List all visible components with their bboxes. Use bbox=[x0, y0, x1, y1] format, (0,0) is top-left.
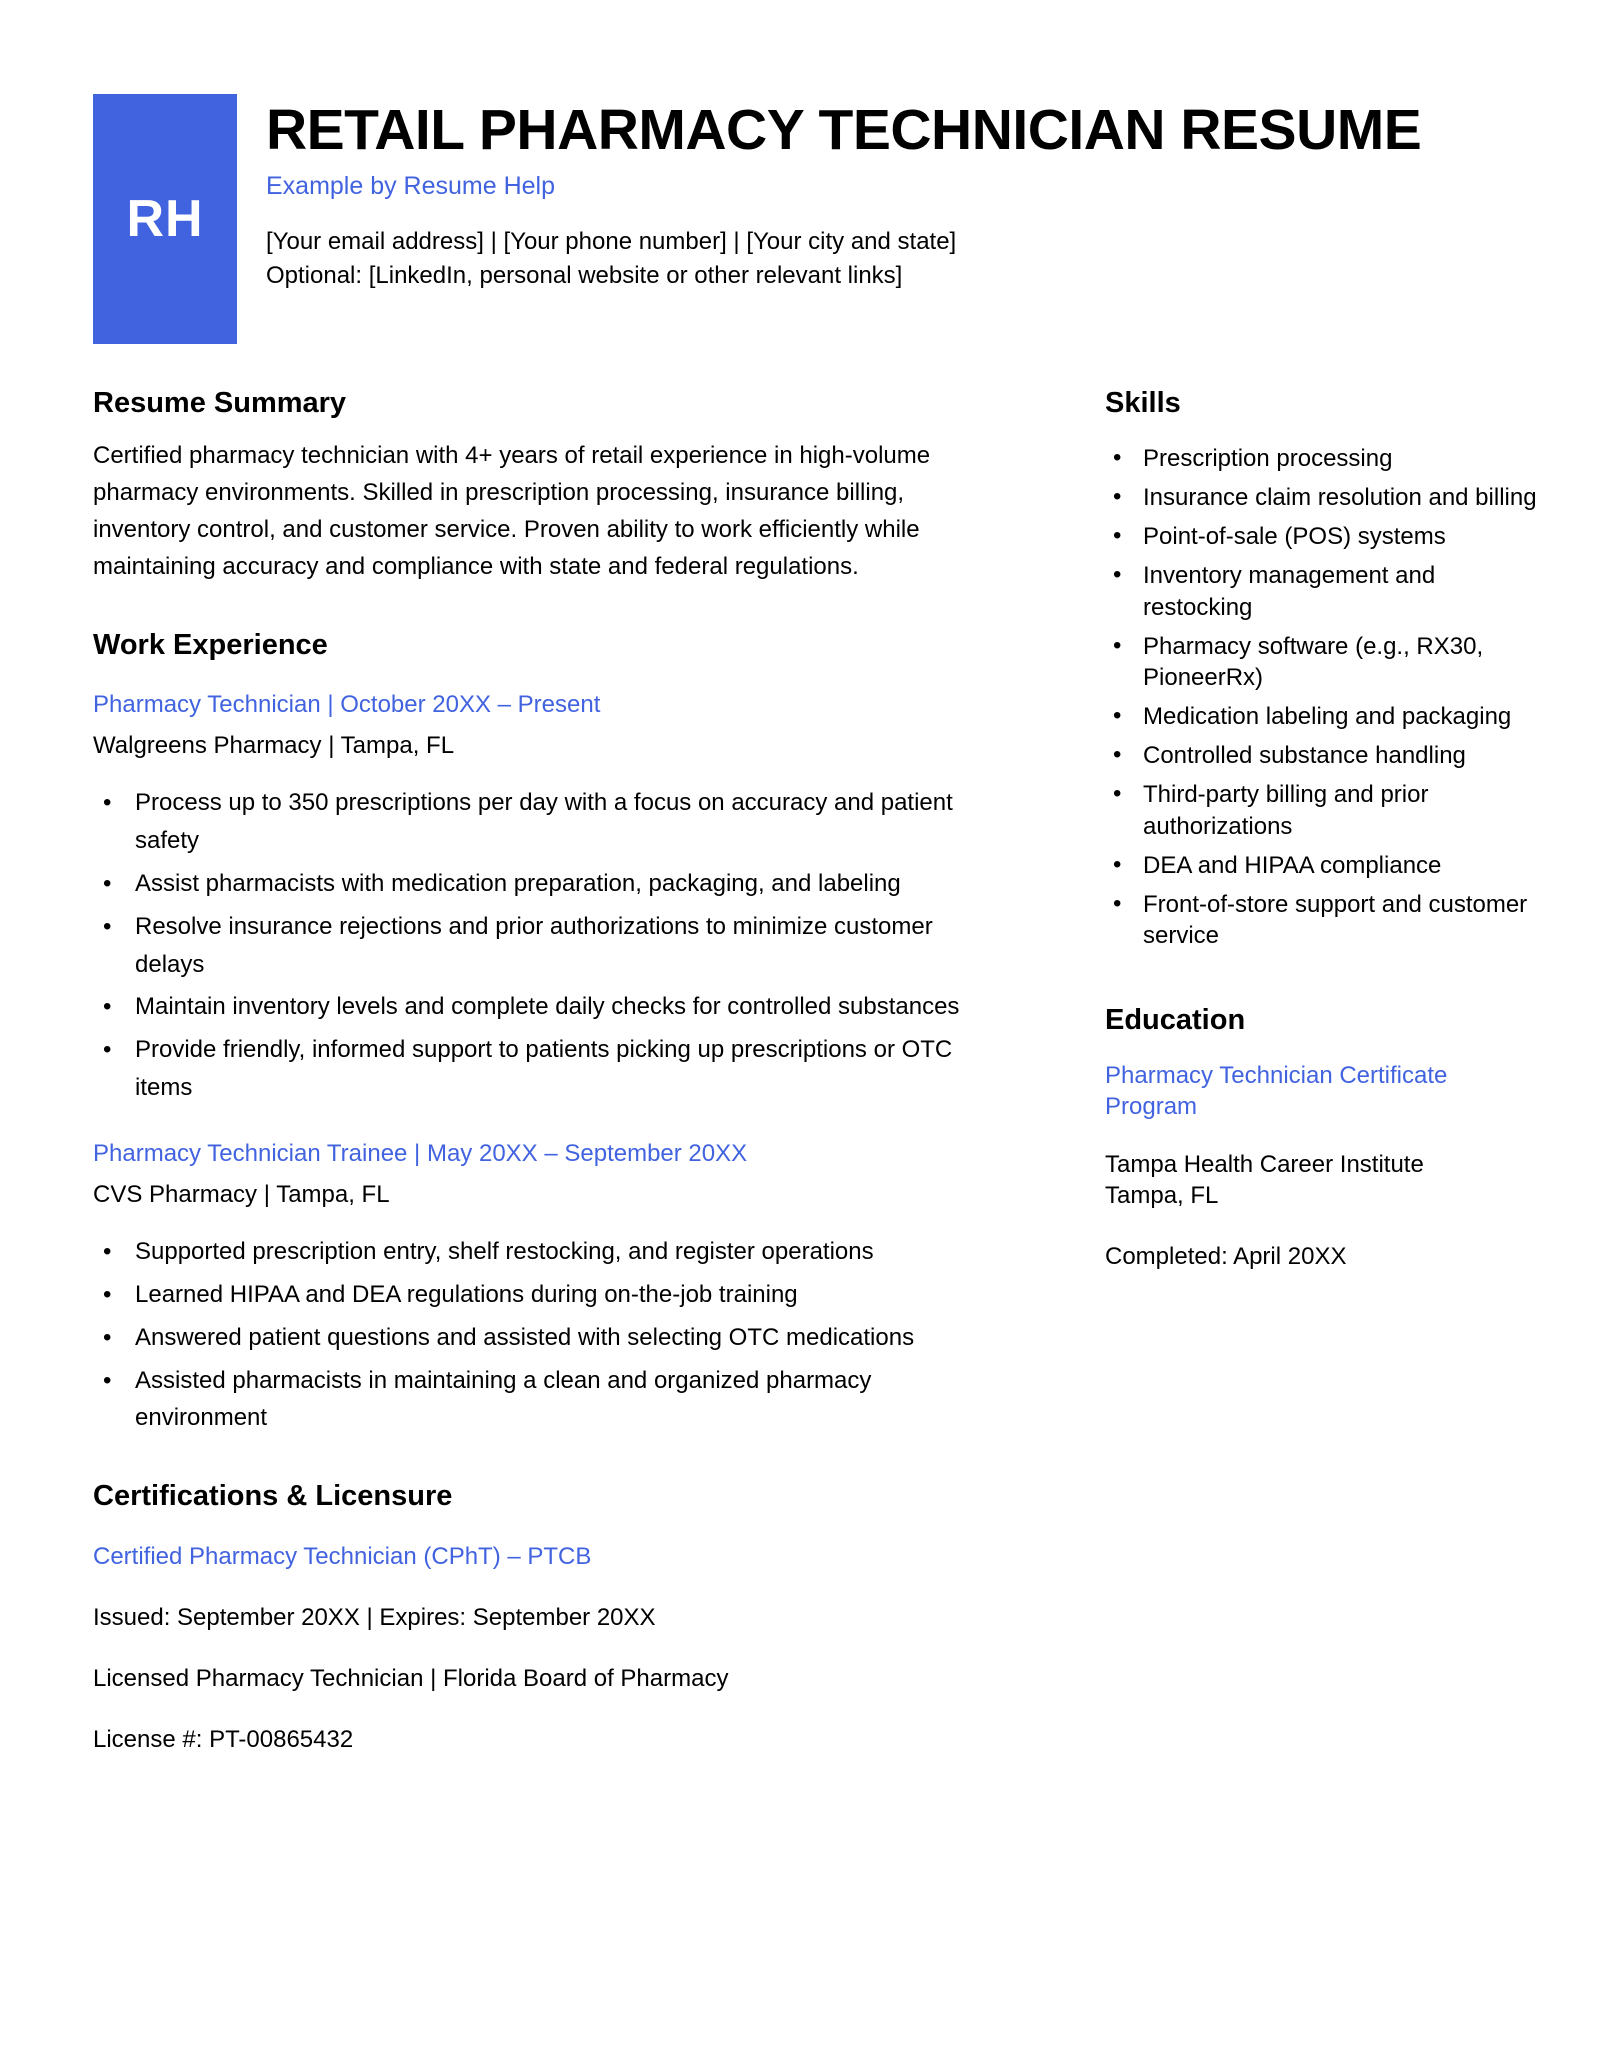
job-bullet: • Assist pharmacists with medication preparation, packaging, and labeling bbox=[93, 865, 993, 903]
skill-item: • Prescription processing bbox=[1105, 443, 1540, 474]
skill-item: • Inventory management and restocking bbox=[1105, 560, 1540, 622]
section-heading-summary: Resume Summary bbox=[93, 387, 347, 419]
section-heading-education: Education bbox=[1105, 1004, 1246, 1037]
skill-item: • Front-of-store support and customer service bbox=[1105, 889, 1540, 951]
certification-credential: Certified Pharmacy Technician (CPhT) – PTCB bbox=[93, 1543, 592, 1571]
skill-item: • Medication labeling and packaging bbox=[1105, 701, 1540, 732]
job-bullet: • Supported prescription entry, shelf restocking, and register operations bbox=[93, 1233, 993, 1271]
section-heading-work-experience: Work Experience bbox=[93, 628, 328, 661]
main-column bbox=[93, 386, 1053, 1757]
job-title: Pharmacy Technician | October 20XX – Present bbox=[93, 691, 601, 719]
job-bullet: • Process up to 350 prescriptions per day with a focus on accuracy and patient safety bbox=[93, 784, 993, 860]
resume-header bbox=[60, 0, 1540, 344]
job-bullet: • Learned HIPAA and DEA regulations during on-the-job training bbox=[93, 1276, 993, 1314]
section-heading-skills: Skills bbox=[1105, 387, 1181, 419]
job-company: CVS Pharmacy | Tampa, FL bbox=[93, 1180, 390, 1208]
content-columns bbox=[60, 386, 1540, 1757]
summary-text: Certified pharmacy technician with 4+ years of retail experience in high-volume pharmacy environments. Skilled in prescription processing, insurance billing, inventory control, and customer service. Proven ability to work efficiently while maintaining accuracy and compliance with state and federal regulations. bbox=[93, 441, 931, 581]
brand-logo-block bbox=[93, 94, 237, 344]
job-bullet: • Answered patient questions and assisted with selecting OTC medications bbox=[93, 1319, 993, 1357]
job-title: Pharmacy Technician Trainee | May 20XX – September 20XX bbox=[93, 1140, 748, 1168]
skill-item: • Point-of-sale (POS) systems bbox=[1105, 521, 1540, 552]
job-bullet: • Provide friendly, informed support to patients picking up prescriptions or OTC items bbox=[93, 1031, 993, 1107]
skills-list bbox=[1105, 443, 1540, 952]
skill-item: • Third-party billing and prior authorizations bbox=[1105, 779, 1540, 841]
contact-line-primary: [Your email address] | [Your phone number] | [Your city and state] bbox=[266, 227, 957, 255]
page-title: RETAIL PHARMACY TECHNICIAN RESUME bbox=[266, 98, 1422, 162]
skill-item: • Controlled substance handling bbox=[1105, 740, 1540, 771]
job-bullet-list bbox=[93, 784, 993, 1107]
skill-item: • DEA and HIPAA compliance bbox=[1105, 850, 1540, 881]
sidebar-column bbox=[1053, 386, 1540, 1757]
byline: Example by Resume Help bbox=[266, 172, 556, 201]
job-bullet: • Maintain inventory levels and complete daily checks for controlled substances bbox=[93, 988, 993, 1026]
job-entry bbox=[93, 688, 993, 1107]
job-company: Walgreens Pharmacy | Tampa, FL bbox=[93, 732, 455, 760]
job-entry bbox=[93, 1137, 993, 1437]
brand-initials: RH bbox=[126, 190, 204, 248]
job-bullet-list bbox=[93, 1233, 993, 1438]
education-location: Tampa, FL bbox=[1105, 1181, 1219, 1209]
certification-dates: Issued: September 20XX | Expires: September 20XX bbox=[93, 1603, 656, 1631]
job-bullet: • Resolve insurance rejections and prior authorizations to minimize customer delays bbox=[93, 908, 993, 984]
certification-license-number: License #: PT-00865432 bbox=[93, 1725, 354, 1753]
certification-license: Licensed Pharmacy Technician | Florida Board of Pharmacy bbox=[93, 1664, 729, 1692]
education-completed: Completed: April 20XX bbox=[1105, 1242, 1347, 1270]
section-heading-certifications: Certifications & Licensure bbox=[93, 1480, 453, 1513]
job-bullet: • Assisted pharmacists in maintaining a clean and organized pharmacy environment bbox=[93, 1362, 993, 1438]
education-program: Pharmacy Technician Certificate Program bbox=[1105, 1062, 1448, 1121]
skill-item: • Insurance claim resolution and billing bbox=[1105, 482, 1540, 513]
header-text-group bbox=[237, 94, 1540, 344]
skill-item: • Pharmacy software (e.g., RX30, PioneerRx) bbox=[1105, 631, 1540, 693]
contact-line-optional: Optional: [LinkedIn, personal website or other relevant links] bbox=[266, 261, 903, 289]
education-institution: Tampa Health Career Institute bbox=[1105, 1150, 1424, 1178]
